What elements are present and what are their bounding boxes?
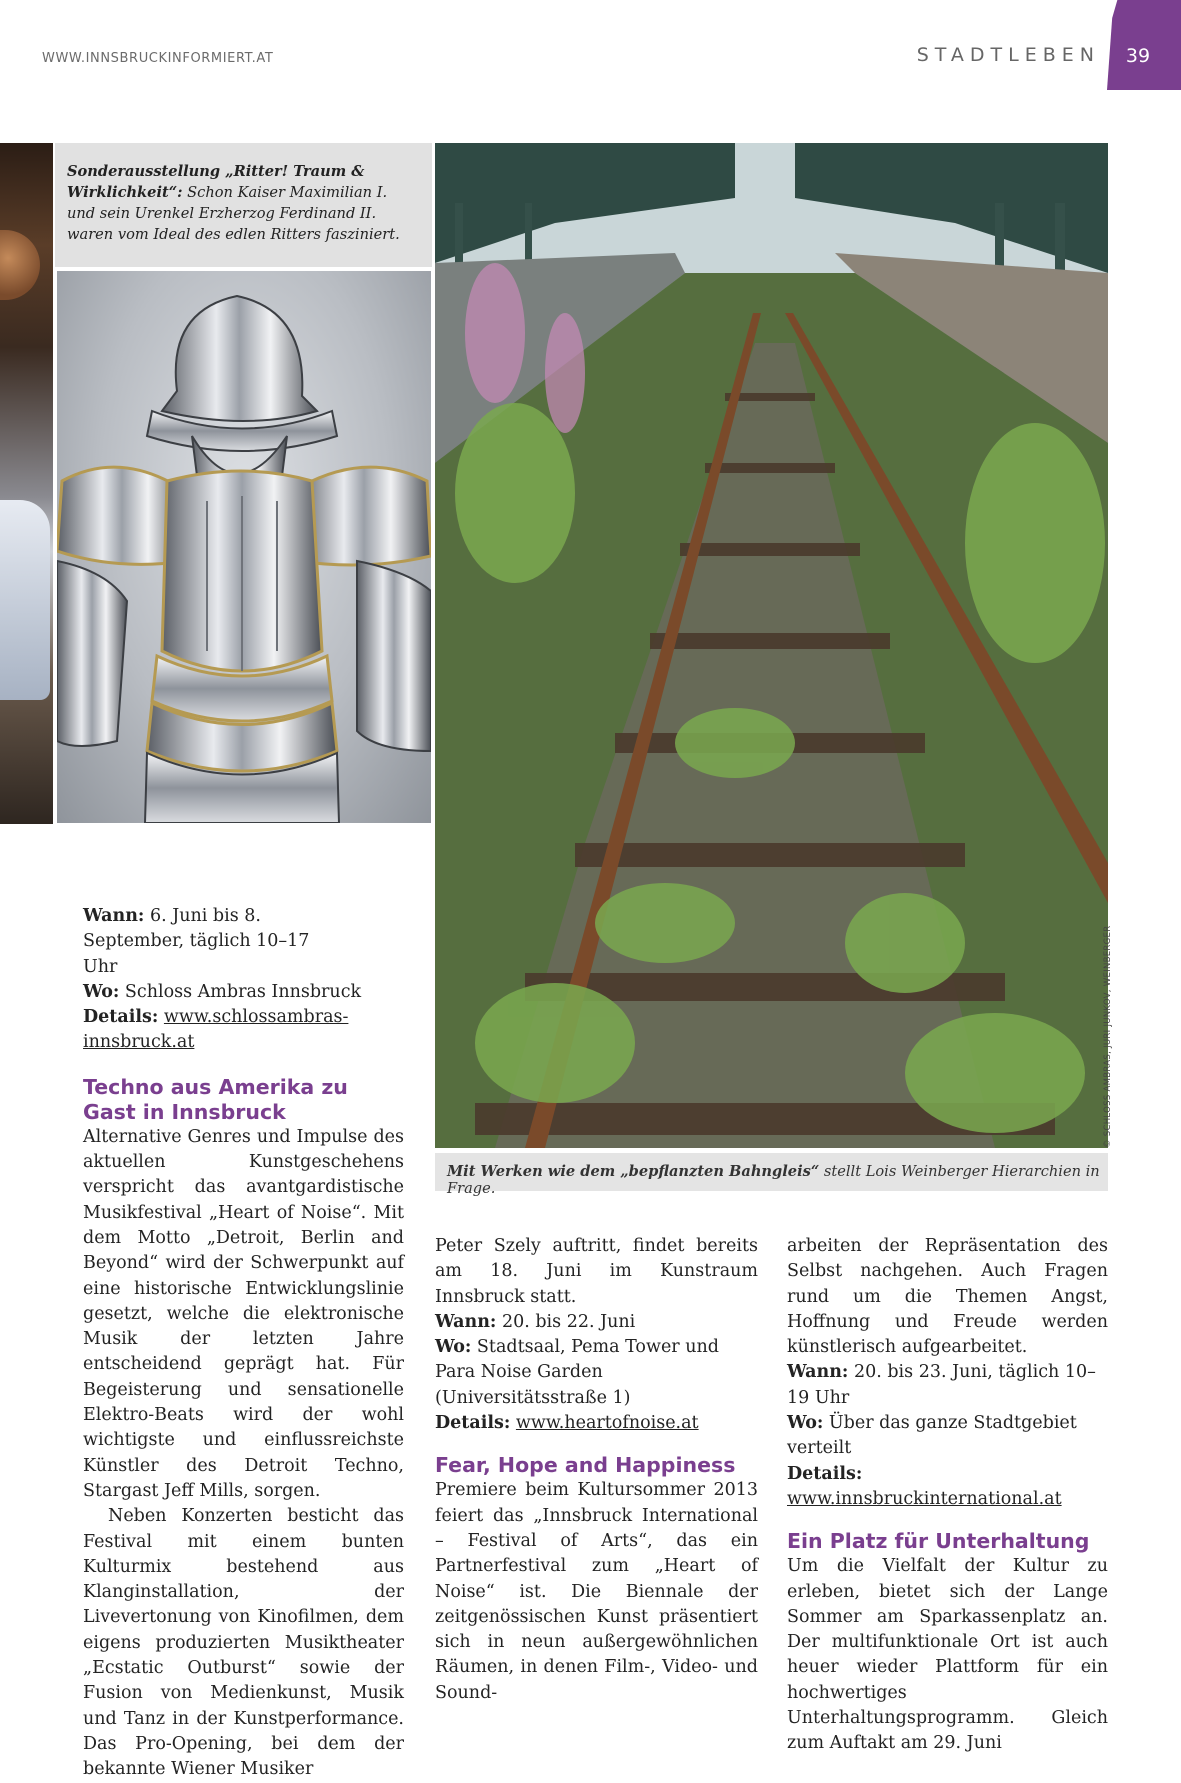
value-wann: 6. Juni bis 8. September, täglich 10–17 Uhr bbox=[83, 906, 310, 977]
col2-paragraph-1: Peter Szely auftritt, findet bereits am 18. Juni im Kunstraum Innsbruck statt. bbox=[435, 1236, 758, 1307]
rail-caption-text: stellt Lois Weinberger Hierarchien in Frage. bbox=[447, 1163, 1100, 1197]
armor-caption bbox=[67, 161, 417, 245]
value-wann: 20. bis 23. Juni, täglich 10–19 Uhr bbox=[787, 1362, 1096, 1408]
col2-paragraph-2: Premiere beim Kultursommer 2013 feiert das „Innsbruck International – Festival of Arts“, das ein Partnerfestival zum „Heart of Noise“ ist. Die Biennale der zeitgenössischen Kunst präsentiert sich in neun außergewöhnlichen Räumen, in denen Film-, Video- und Sound- bbox=[435, 1480, 758, 1703]
site-url: WWW.INNSBRUCKINFORMIERT.AT bbox=[42, 51, 274, 66]
col2-details bbox=[435, 1411, 758, 1436]
edge-photo-dress bbox=[0, 500, 50, 700]
heading-fear-hope: Fear, Hope and Happiness bbox=[435, 1453, 736, 1478]
photo-credit: © SCHLOSS AMBRAS, JURI JUNKOV, WEINBERGER bbox=[1103, 925, 1113, 1148]
col1-details bbox=[83, 1005, 404, 1056]
section-title: STADTLEBEN bbox=[916, 44, 1100, 66]
label-wann: Wann: bbox=[435, 1311, 497, 1332]
col3-paragraph-2: Um die Vielfalt der Kultur zu erleben, bietet sich der Lange Sommer am Sparkassenplatz an. Der multifunktionale Ort ist auch heuer wieder Plattform für ein hochwertiges Unterhaltungsprogramm. Gleich zum Auftakt am 29. Juni bbox=[787, 1556, 1108, 1754]
col1-paragraph-1: Alternative Genres und Impulse des aktuellen Kunstgeschehens verspricht das avantgardistische Musikfestival „Heart of Noise“. Mit dem Motto „Detroit, Berlin and Beyond“ wird der Schwerpunkt auf eine historische Entwicklungslinie gesetzt, welche die elektronische Musik der letzten Jahre entscheidend geprägt hat. Für Begeisterung und sensationelle Elektro-Beats wird der wohl wichtigste und einflussreichste Künstler des Detroit Techno, Stargast Jeff Mills, sorgen. bbox=[83, 1126, 404, 1501]
label-wo: Wo: bbox=[83, 981, 120, 1002]
column-3 bbox=[787, 1234, 1108, 1757]
value-wo: Schloss Ambras Innsbruck bbox=[119, 981, 362, 1002]
armor-caption-title: Sonderausstellung „Ritter! Traum & Wirklichkeit“: bbox=[67, 163, 365, 201]
value-wo: Über das ganze Stadtgebiet verteilt bbox=[787, 1413, 1077, 1459]
col3-wann bbox=[787, 1360, 1108, 1411]
rail-caption-pre: Mit Werken wie dem bbox=[447, 1163, 621, 1180]
armor-photo bbox=[57, 271, 431, 823]
label-details: Details: bbox=[83, 1007, 159, 1028]
value-wo: Stadtsaal, Pema Tower und Para Noise Garden (Universitätsstraße 1) bbox=[435, 1337, 719, 1408]
armor-illustration bbox=[57, 271, 431, 823]
rail-track-photo bbox=[435, 143, 1108, 1148]
label-details: Details: bbox=[435, 1413, 511, 1434]
armor-caption-text: Schon Kaiser Maximilian I. und sein Urenkel Erzherzog Ferdinand II. waren vom Ideal des edlen Ritters fasziniert. bbox=[67, 184, 400, 243]
label-wann: Wann: bbox=[787, 1362, 849, 1383]
col3-wo bbox=[787, 1411, 1108, 1462]
details-link-innsbruckinternational[interactable]: www.innsbruckinternational.at bbox=[787, 1488, 1062, 1509]
label-wann: Wann: bbox=[83, 906, 145, 926]
col1-wann bbox=[83, 904, 343, 980]
label-wo: Wo: bbox=[435, 1337, 472, 1358]
column-1 bbox=[83, 904, 404, 1783]
rail-track-illustration bbox=[435, 143, 1108, 1148]
label-wo: Wo: bbox=[787, 1413, 824, 1434]
rail-photo-caption bbox=[447, 1163, 1107, 1197]
col2-wo bbox=[435, 1335, 758, 1411]
page-number: 39 bbox=[1125, 45, 1151, 67]
col3-details bbox=[787, 1462, 1108, 1513]
col1-paragraph-2: Neben Konzerten besticht das Festival mit einem bunten Kulturmix bestehend aus Klanginstallation, der Livevertonung von Kinofilmen, dem eigens produzierten Musiktheater „Ecstatic Outburst“ sowie der Fusion von Medienkunst, Musik und Tanz in der Kunstperformance. Das Pro-Opening, bei dem der bekannte Wiener Musiker bbox=[83, 1506, 404, 1780]
details-link-heartofnoise[interactable]: www.heartofnoise.at bbox=[515, 1413, 699, 1434]
heading-techno: Techno aus Amerika zu Gast in Innsbruck bbox=[83, 1074, 348, 1124]
col3-paragraph-1: arbeiten der Repräsentation des Selbst nachgehen. Auch Fragen rund um die Themen Angst, Hoffnung und Freude werden künstlerisch aufgearbeitet. bbox=[787, 1236, 1108, 1358]
rail-caption-title: „bepflanzten Bahngleis“ bbox=[620, 1163, 820, 1180]
heading-platz-unterhaltung: Ein Platz für Unterhaltung bbox=[787, 1529, 1090, 1554]
value-wann: 20. bis 22. Juni bbox=[496, 1311, 636, 1332]
details-link-schlossambras[interactable]: www.schlossambras-innsbruck.at bbox=[83, 1007, 349, 1053]
col1-wo bbox=[83, 980, 404, 1005]
label-details: Details: bbox=[787, 1463, 863, 1484]
column-2 bbox=[435, 1234, 758, 1706]
col2-wann bbox=[435, 1310, 758, 1335]
